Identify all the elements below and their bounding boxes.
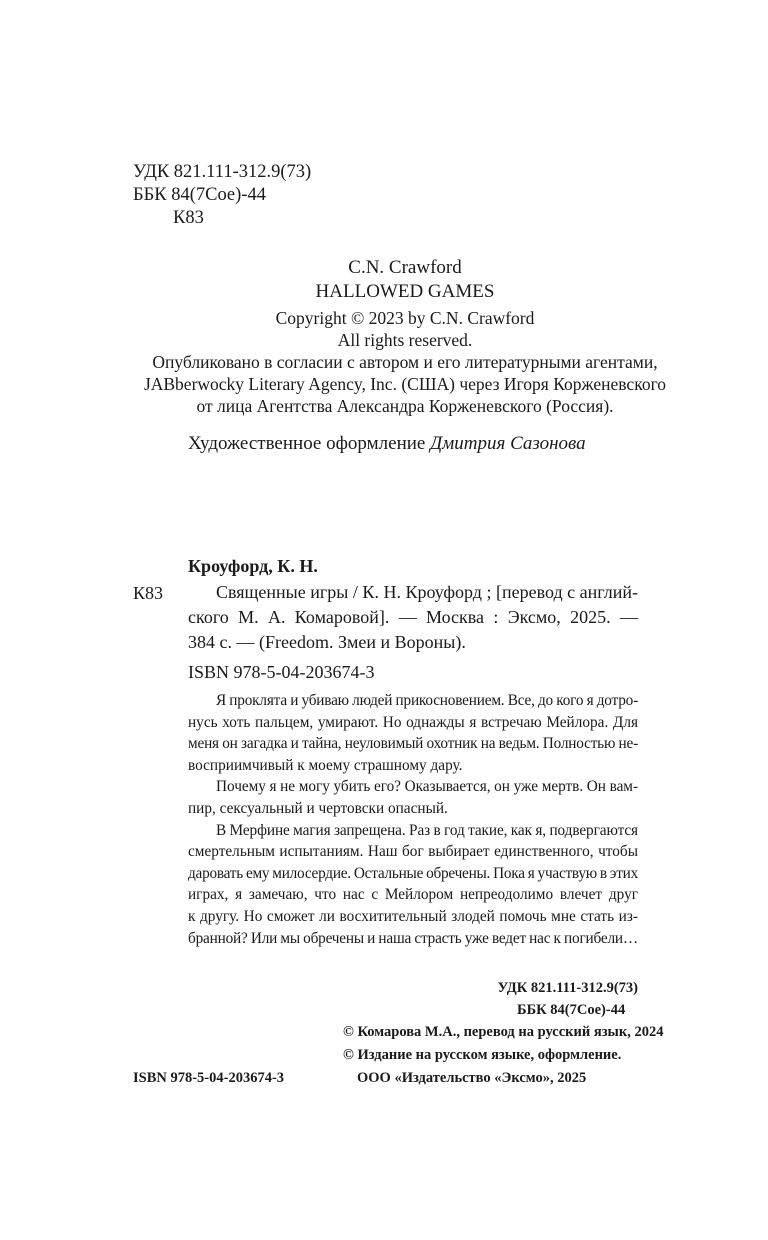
annotation-line: Почему я не могу убить его? Оказывается, он уже мертв. Он вам- — [216, 778, 638, 796]
annotation-line: к другу. Но сможет ли восхитительный злодей помочь мне стать из- — [188, 907, 638, 925]
bib-line: ского М. А. Комаровой]. — Москва : Эксмо, 2025. — — [188, 607, 638, 627]
footer-isbn: ISBN 978-5-04-203674-3 — [133, 1070, 285, 1086]
original-title: HALLOWED GAMES — [315, 281, 495, 302]
annotation-line: восприимчивый к моему страшному дару. — [188, 756, 463, 774]
bib-mark: К83 — [133, 583, 164, 603]
bbk-code: ББК 84(7Сое)-44 — [133, 185, 266, 205]
annotation-line: играх, я замечаю, что нас с Мейлором непреодолимо влечет друг — [188, 886, 638, 904]
annotation — [188, 690, 638, 949]
rights-block — [100, 307, 710, 417]
agency-line: от лица Агентства Александра Корженевского (Россия). — [196, 396, 614, 416]
annotation-line: смертельным испытаниям. Наш бог выбирает единственного, чтобы — [188, 843, 638, 861]
udk-code: УДК 821.111-312.9(73) — [133, 162, 312, 182]
bib-heading: Кроуфорд, К. Н. — [188, 556, 318, 576]
annotation-line: меня он загадка и тайна, неуловимый охотник на ведьм. Полностью не- — [188, 735, 638, 753]
annotation-line: пир, сексуальный и чертовски опасный. — [188, 799, 448, 817]
annotation-line: нусь хоть пальцем, умирают. Но однажды я встречаю Мейлора. Для — [188, 713, 638, 731]
design-name: Дмитрия Сазонова — [430, 433, 586, 454]
rights-reserved: All rights reserved. — [337, 330, 473, 350]
agency-line: JABberwocky Literary Agency, Inc. (США) через Игоря Корженевского — [143, 374, 667, 394]
annotation-line: Я проклята и убиваю людей прикосновением. Все, до кого я дотро- — [216, 692, 638, 709]
bib-line: 384 с. — (Freedom. Змеи и Вороны). — [188, 632, 466, 652]
publisher: ООО «Издательство «Эксмо», 2025 — [357, 1070, 587, 1086]
design-credit — [188, 432, 586, 456]
copyright-edition: © Издание на русском языке, оформление. — [343, 1047, 622, 1063]
bib-line: Священные игры / К. Н. Кроуфорд ; [перевод с англий- — [216, 582, 638, 602]
agency-line: Опубликовано в согласии с автором и его литературными агентами, — [152, 352, 658, 372]
author-mark: К83 — [173, 208, 204, 228]
original-author: C.N. Crawford — [348, 257, 462, 278]
copyright-translation: © Комарова М.А., перевод на русский язык, 2024 — [343, 1024, 664, 1040]
copyright-line: Copyright © 2023 by C.N. Crawford — [275, 308, 535, 328]
footer-bbk: ББК 84(7Сое)-44 — [517, 1002, 626, 1018]
annotation-line: даровать ему милосердие. Остальные обречены. Пока я участвую в этих — [188, 864, 638, 882]
bib-isbn: ISBN 978-5-04-203674-3 — [188, 662, 375, 682]
rights-title-block — [100, 256, 710, 304]
footer-udk: УДК 821.111-312.9(73) — [497, 980, 638, 996]
bib-description — [188, 580, 638, 655]
annotation-line: бранной? Или мы обречены и наша страсть уже ведет нас к погибели… — [188, 929, 638, 947]
annotation-line: В Мерфине магия запрещена. Раз в год такие, как я, подвергаются — [216, 821, 638, 839]
design-label: Художественное оформление — [188, 433, 431, 454]
